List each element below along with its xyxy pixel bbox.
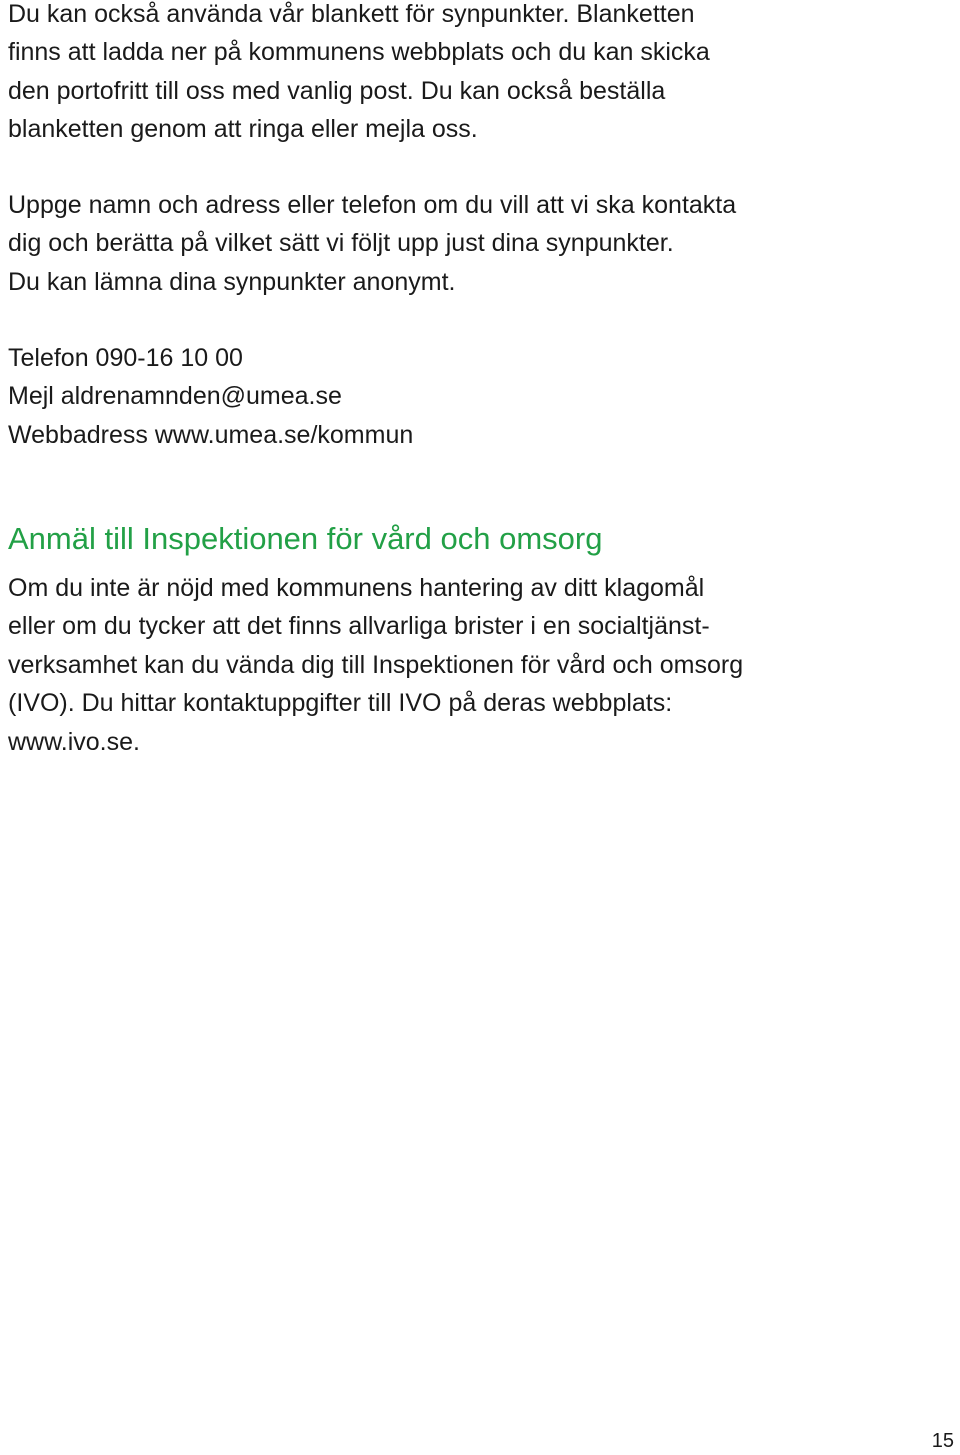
text-line: (IVO). Du hittar kontaktuppgifter till IVO på deras webbplats:: [8, 689, 673, 718]
text-line: Du kan också använda vår blankett för synpunkter. Blanketten: [8, 0, 695, 28]
web-address-line: Webbadress www.umea.se/kommun: [8, 420, 414, 449]
contact-info-paragraph: [8, 186, 736, 301]
text-line: Om du inte är nöjd med kommunens hantering av ditt klagomål: [8, 574, 705, 602]
text-line: finns att ladda ner på kommunens webbplats och du kan skicka: [8, 38, 710, 67]
text-line: verksamhet kan du vända dig till Inspektionen för vård och omsorg: [8, 650, 744, 679]
text-line: Du kan lämna dina synpunkter anonymt.: [8, 267, 456, 296]
intro-paragraph: [8, 0, 710, 149]
ivo-section-heading: Anmäl till Inspektionen för vård och omsorg: [8, 521, 603, 556]
text-line: eller om du tycker att det finns allvarliga brister i en socialtjänst-: [8, 612, 710, 641]
text-line: dig och berätta på vilket sätt vi följt upp just dina synpunkter.: [8, 229, 674, 258]
text-line: www.ivo.se.: [8, 727, 140, 756]
text-line: den portofritt till oss med vanlig post. Du kan också beställa: [8, 76, 666, 105]
text-line: Uppge namn och adress eller telefon om du vill att vi ska kontakta: [8, 191, 737, 219]
page-number: 15: [931, 1430, 954, 1452]
contact-details: [8, 339, 413, 454]
email-line: Mejl aldrenamnden@umea.se: [8, 382, 342, 411]
ivo-paragraph: [8, 569, 743, 761]
phone-line: Telefon 090-16 10 00: [8, 344, 243, 372]
text-line: blanketten genom att ringa eller mejla oss.: [8, 115, 478, 144]
